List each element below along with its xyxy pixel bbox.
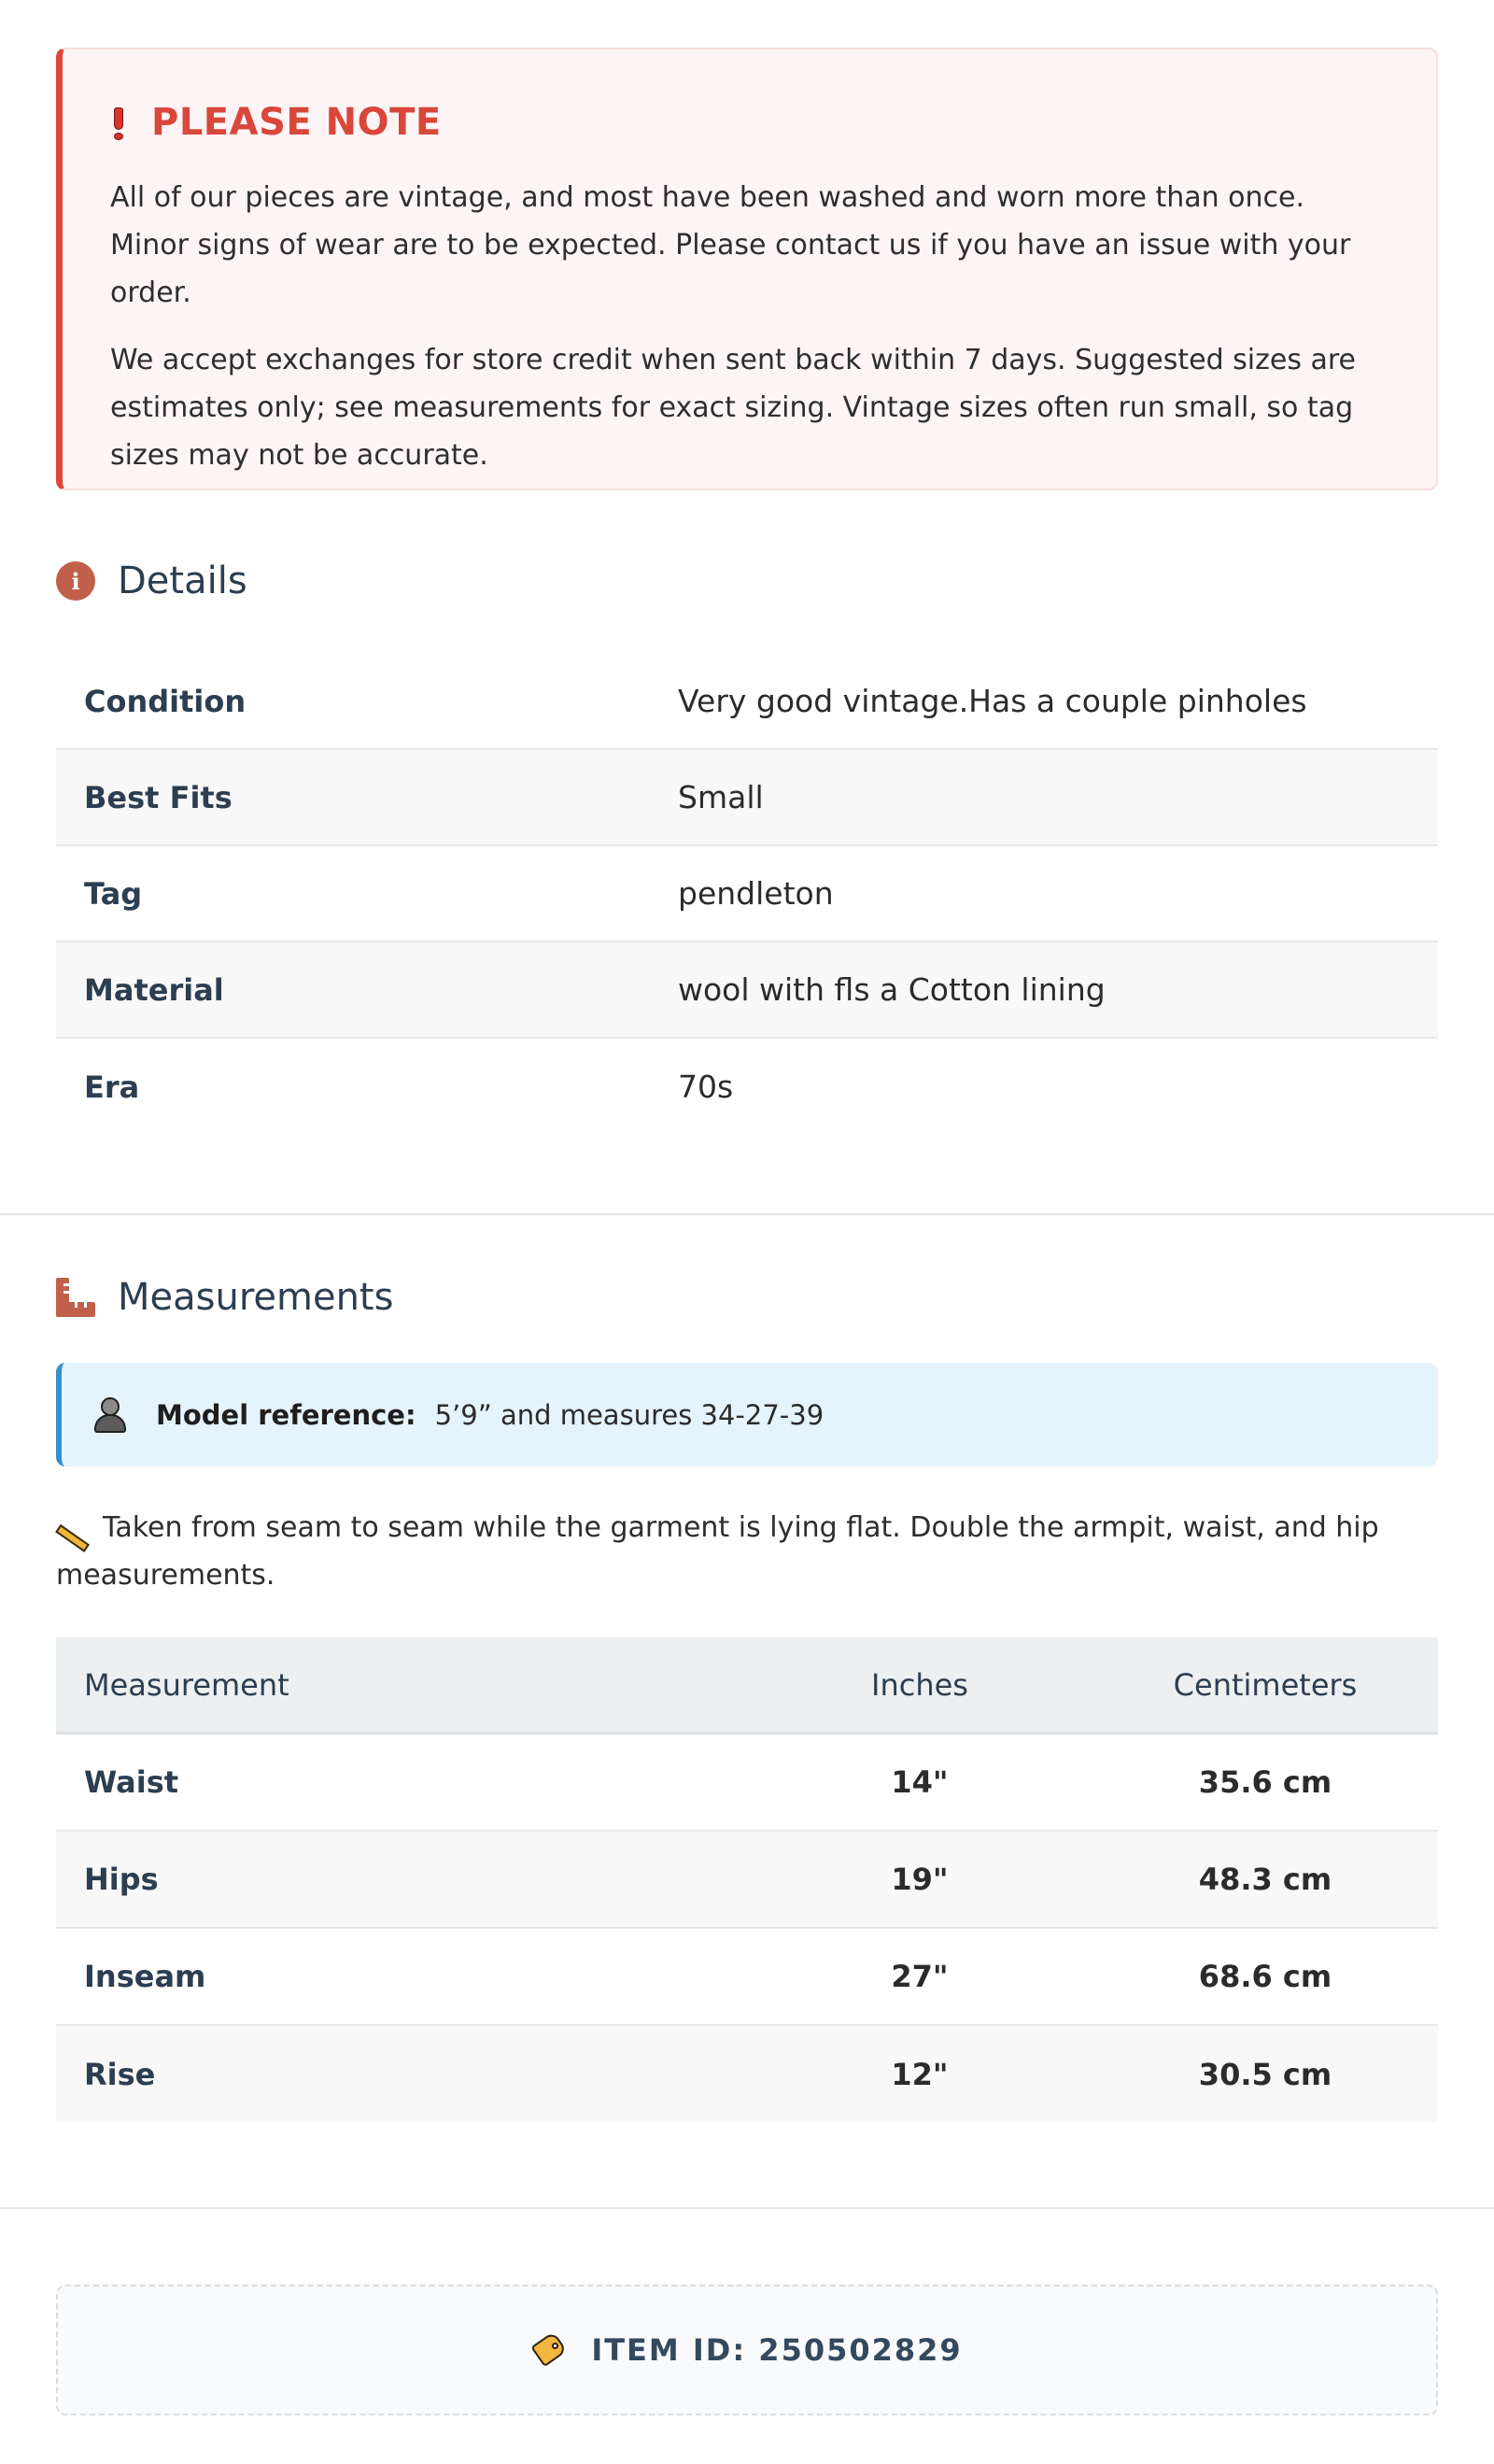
details-table: [56, 654, 1438, 1135]
measurements-title: Measurements: [118, 1276, 394, 1319]
notice-paragraph: All of our pieces are vintage, and most have been washed and worn more than once. Minor signs of wear are to be expected. Please contact us if you have an issue with your order.: [110, 181, 1351, 309]
notice-header: [110, 101, 1389, 144]
details-row: [56, 846, 1438, 942]
measurement-note-text: Taken from seam to seam while the garment is lying flat. Double the armpit, waist, and hip measurements.: [56, 1511, 1379, 1592]
details-row: [56, 1039, 1438, 1135]
section-divider: [0, 1213, 1494, 1215]
measurement-cm: 30.5 cm: [1198, 2057, 1332, 2092]
model-reference-box: [56, 1363, 1438, 1466]
person-icon: [94, 1397, 126, 1433]
pencil-icon: [56, 1516, 92, 1538]
measurement-cm: 68.6 cm: [1198, 1959, 1332, 1994]
info-icon: i: [56, 561, 95, 601]
measurement-inches: 27": [891, 1959, 949, 1994]
measurements-table: [56, 1637, 1438, 2123]
model-reference-value: 5’9” and measures 34-27-39: [434, 1398, 825, 1431]
details-value: Very good vintage.Has a couple pinholes: [678, 683, 1307, 719]
tag-icon: [531, 2333, 571, 2367]
details-row: [56, 750, 1438, 846]
item-id-text: ITEM ID: 250502829: [591, 2332, 963, 2368]
table-row: [56, 2026, 1438, 2123]
details-label: Condition: [84, 683, 247, 719]
table-row: [56, 1832, 1438, 1929]
notice-paragraph: We accept exchanges for store credit when sent back within 7 days. Suggested sizes are estimates only; see measurements for exact sizing. Vintage sizes often run small, so tag sizes may not be accurate.: [110, 344, 1357, 472]
measurement-name: Inseam: [84, 1959, 206, 1994]
measurement-name: Waist: [84, 1764, 179, 1800]
details-heading: [56, 558, 247, 604]
details-row: [56, 654, 1438, 750]
details-title: Details: [118, 559, 247, 602]
ruler-icon: [56, 1278, 95, 1317]
measurement-inches: 19": [891, 1862, 949, 1897]
details-label: Tag: [84, 875, 143, 912]
details-label: Best Fits: [84, 779, 233, 815]
table-header-row: [56, 1637, 1438, 1735]
details-label: Era: [84, 1069, 140, 1105]
measurement-name: Hips: [84, 1862, 159, 1897]
measurement-name: Rise: [84, 2057, 156, 2092]
column-header: Centimeters: [1173, 1666, 1358, 1703]
details-value: Small: [678, 779, 764, 815]
details-value: pendleton: [678, 875, 834, 912]
details-value: 70s: [678, 1069, 734, 1105]
measurement-inches: 14": [891, 1764, 949, 1800]
details-label: Material: [84, 971, 224, 1008]
exclamation-icon: [112, 104, 125, 141]
column-header: Measurement: [84, 1666, 289, 1703]
notice-title: PLEASE NOTE: [151, 101, 442, 144]
table-row: [56, 1929, 1438, 2026]
measurement-cm: 35.6 cm: [1198, 1764, 1332, 1800]
details-row: [56, 942, 1438, 1039]
measurements-heading: [56, 1274, 393, 1321]
measurement-cm: 48.3 cm: [1198, 1862, 1332, 1897]
measurement-note: [56, 1504, 1438, 1599]
section-divider: [0, 2207, 1494, 2209]
item-id-box: [56, 2285, 1438, 2415]
model-reference-label: Model reference:: [156, 1398, 416, 1431]
measurement-inches: 12": [891, 2057, 949, 2092]
please-note-box: [56, 48, 1438, 490]
details-value: wool with fls a Cotton lining: [678, 971, 1106, 1008]
column-header: Inches: [871, 1666, 968, 1703]
table-row: [56, 1735, 1438, 1832]
